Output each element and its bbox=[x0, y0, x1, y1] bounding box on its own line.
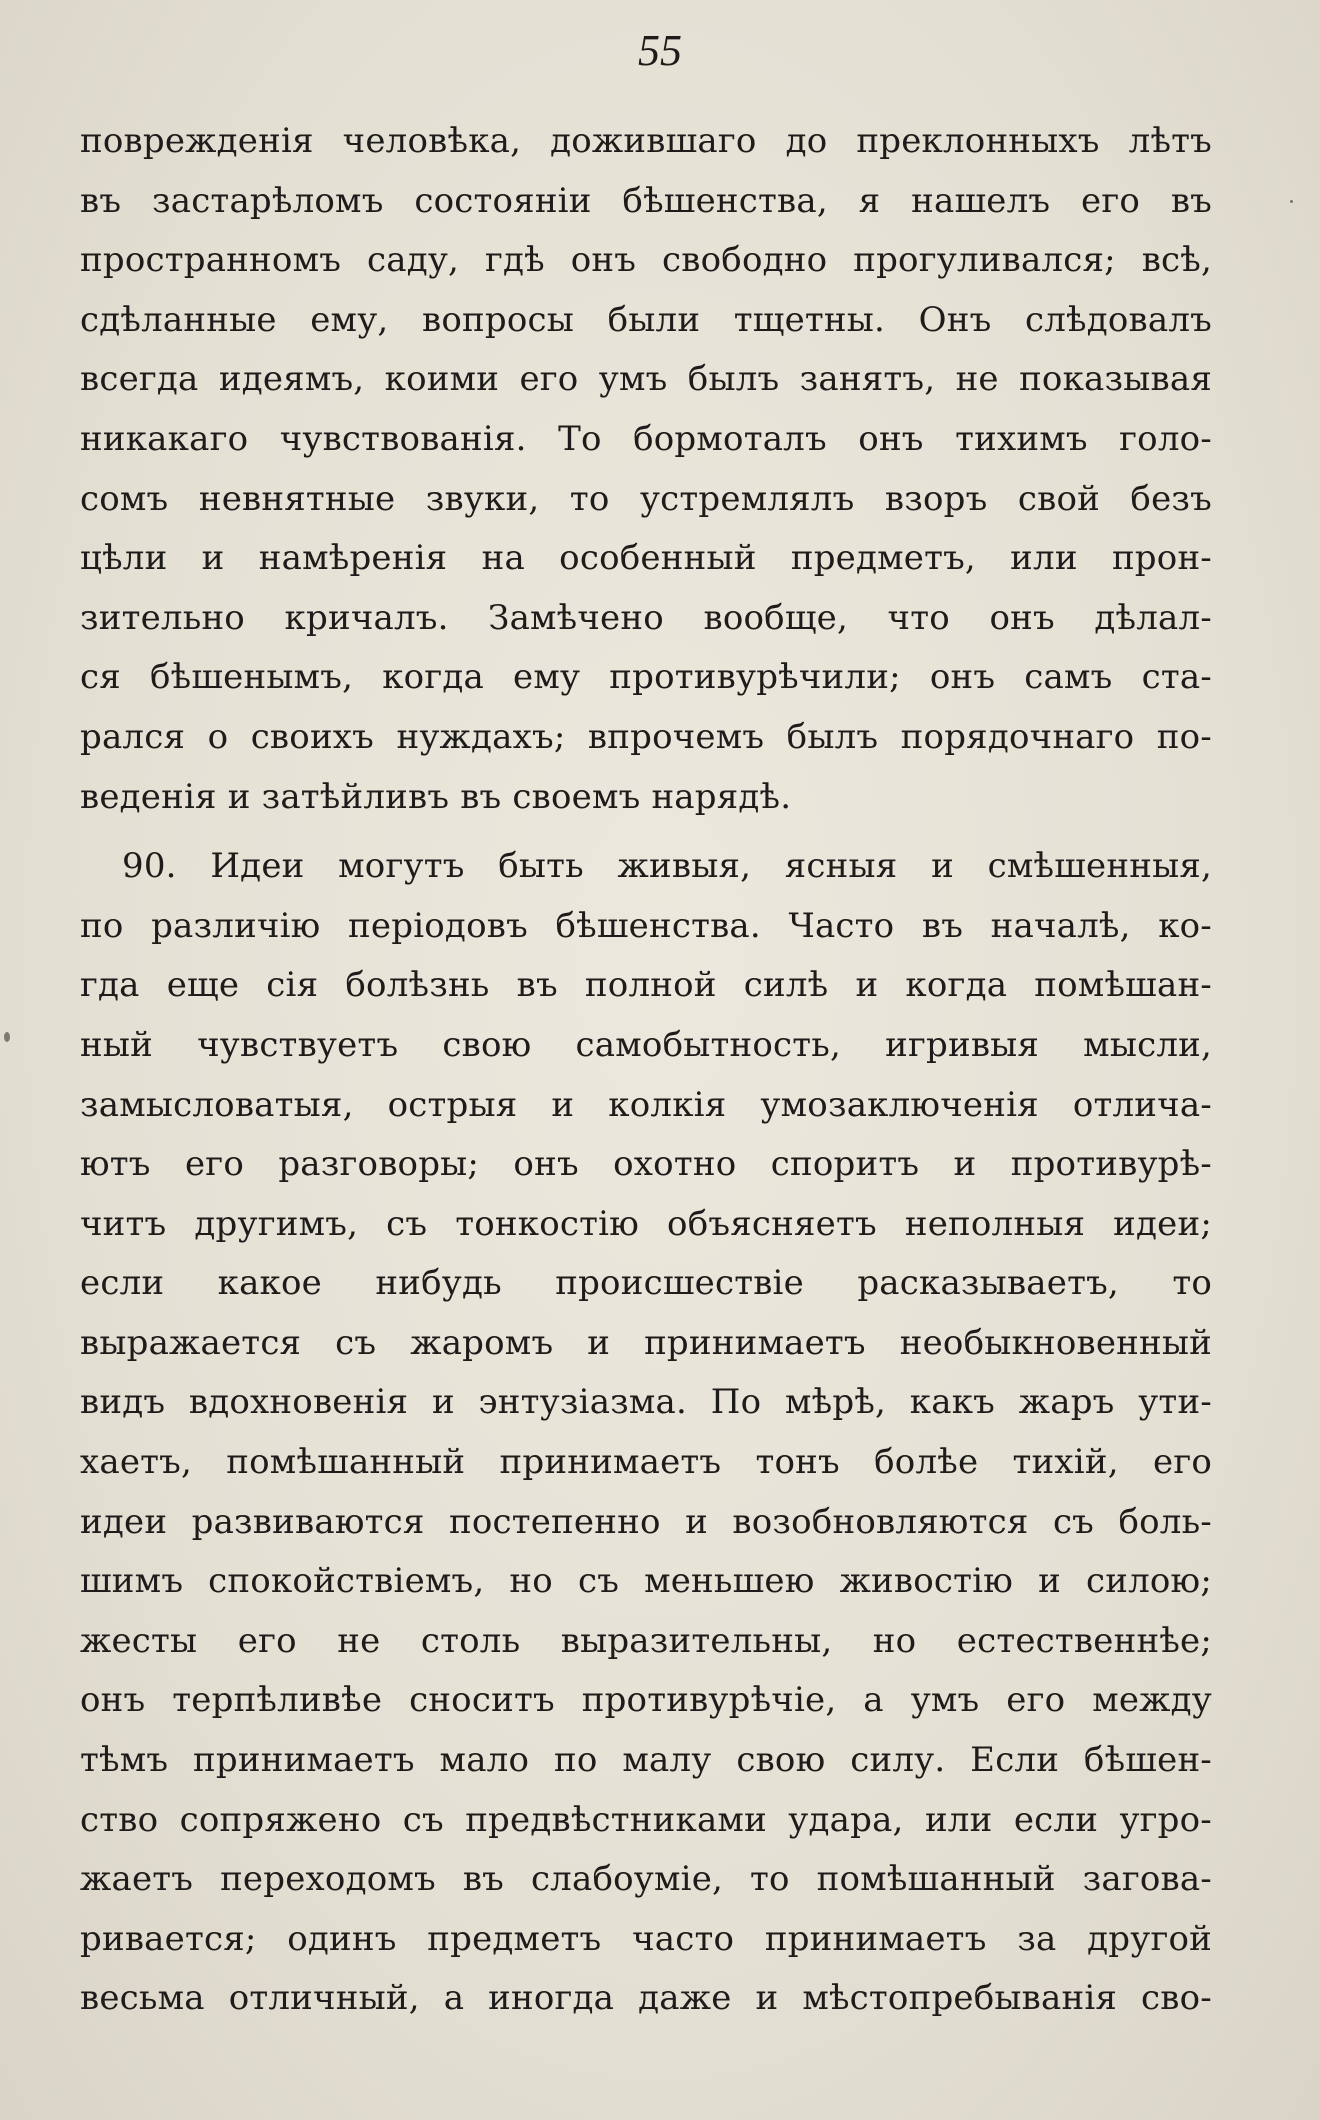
text-line: сомъ невнятные звуки, то устремлялъ взоръ свой безъ bbox=[80, 478, 1212, 519]
body-text bbox=[80, 112, 1212, 2029]
text-line: 90. Идеи могутъ быть живыя, ясныя и смѣшенныя, bbox=[122, 846, 1212, 887]
text-line: по различію періодовъ бѣшенства. Часто въ началѣ, ко- bbox=[80, 905, 1212, 946]
text-line: идеи развиваются постепенно и возобновляются съ боль- bbox=[80, 1501, 1212, 1542]
text-line: шимъ спокойствіемъ, но съ меньшею живостію и силою; bbox=[80, 1561, 1212, 1602]
text-line: всегда идеямъ, коими его умъ былъ занятъ, не показывая bbox=[80, 359, 1212, 400]
text-line: зительно кричалъ. Замѣчено вообще, что онъ дѣлал- bbox=[80, 597, 1212, 638]
text-line: видъ вдохновенія и энтузіазма. По мѣрѣ, какъ жаръ ути- bbox=[80, 1382, 1212, 1423]
text-line: никакаго чувствованія. То бормоталъ онъ тихимъ голо- bbox=[80, 418, 1212, 459]
paper-speck bbox=[1290, 200, 1293, 203]
paragraph bbox=[80, 837, 1212, 2029]
text-line: хаетъ, помѣшанный принимаетъ тонъ болѣе тихій, его bbox=[80, 1442, 1212, 1483]
text-line: сдѣланные ему, вопросы были тщетны. Онъ слѣдовалъ bbox=[80, 299, 1212, 340]
text-line: цѣли и намѣренія на особенный предметъ, или прон- bbox=[80, 538, 1212, 579]
text-line: ютъ его разговоры; онъ охотно споритъ и противурѣ- bbox=[80, 1144, 1212, 1185]
text-line: рался о своихъ нуждахъ; впрочемъ былъ порядочнаго по- bbox=[80, 716, 1212, 757]
text-line: тѣмъ принимаетъ мало по малу свою силу. Если бѣшен- bbox=[80, 1740, 1212, 1781]
text-line: въ застарѣломъ состояніи бѣшенства, я нашелъ его въ bbox=[80, 180, 1212, 221]
text-line: ривается; одинъ предметъ часто принимаетъ за другой bbox=[80, 1918, 1212, 1959]
paper-speck bbox=[4, 1032, 10, 1042]
text-line: ся бѣшенымъ, когда ему противурѣчили; онъ самъ ста- bbox=[80, 657, 1212, 698]
paragraph bbox=[80, 112, 1212, 827]
text-line: выражается съ жаромъ и принимаетъ необыкновенный bbox=[80, 1322, 1212, 1363]
page-number: 55 bbox=[638, 26, 682, 75]
text-line: поврежденія человѣка, дожившаго до преклонныхъ лѣтъ bbox=[80, 121, 1212, 161]
text-line: ство сопряжено съ предвѣстниками удара, или если угро- bbox=[80, 1799, 1212, 1840]
text-line: онъ терпѣливѣе сноситъ противурѣчіе, а умъ его между bbox=[80, 1680, 1212, 1721]
text-line: ный чувствуетъ свою самобытность, игривыя мысли, bbox=[80, 1024, 1212, 1065]
text-line: весьма отличный, а иногда даже и мѣстопребыванія сво- bbox=[80, 1978, 1212, 2019]
text-line: жесты его не столь выразительны, но естественнѣе; bbox=[80, 1620, 1212, 1661]
text-line: веденія и затѣйливъ въ своемъ нарядѣ. bbox=[80, 776, 792, 817]
text-line: гда еще сія болѣзнь въ полной силѣ и когда помѣшан- bbox=[80, 965, 1212, 1006]
text-line: если какое нибудь происшествіе расказываетъ, то bbox=[80, 1263, 1212, 1304]
text-line: замысловатыя, острыя и колкія умозаключенія отлича- bbox=[80, 1084, 1212, 1125]
text-line: читъ другимъ, съ тонкостію объясняетъ неполныя идеи; bbox=[80, 1203, 1212, 1244]
text-line: пространномъ саду, гдѣ онъ свободно прогуливался; всѣ, bbox=[80, 240, 1212, 281]
text-line: жаетъ переходомъ въ слабоуміе, то помѣшанный загова- bbox=[80, 1859, 1212, 1900]
